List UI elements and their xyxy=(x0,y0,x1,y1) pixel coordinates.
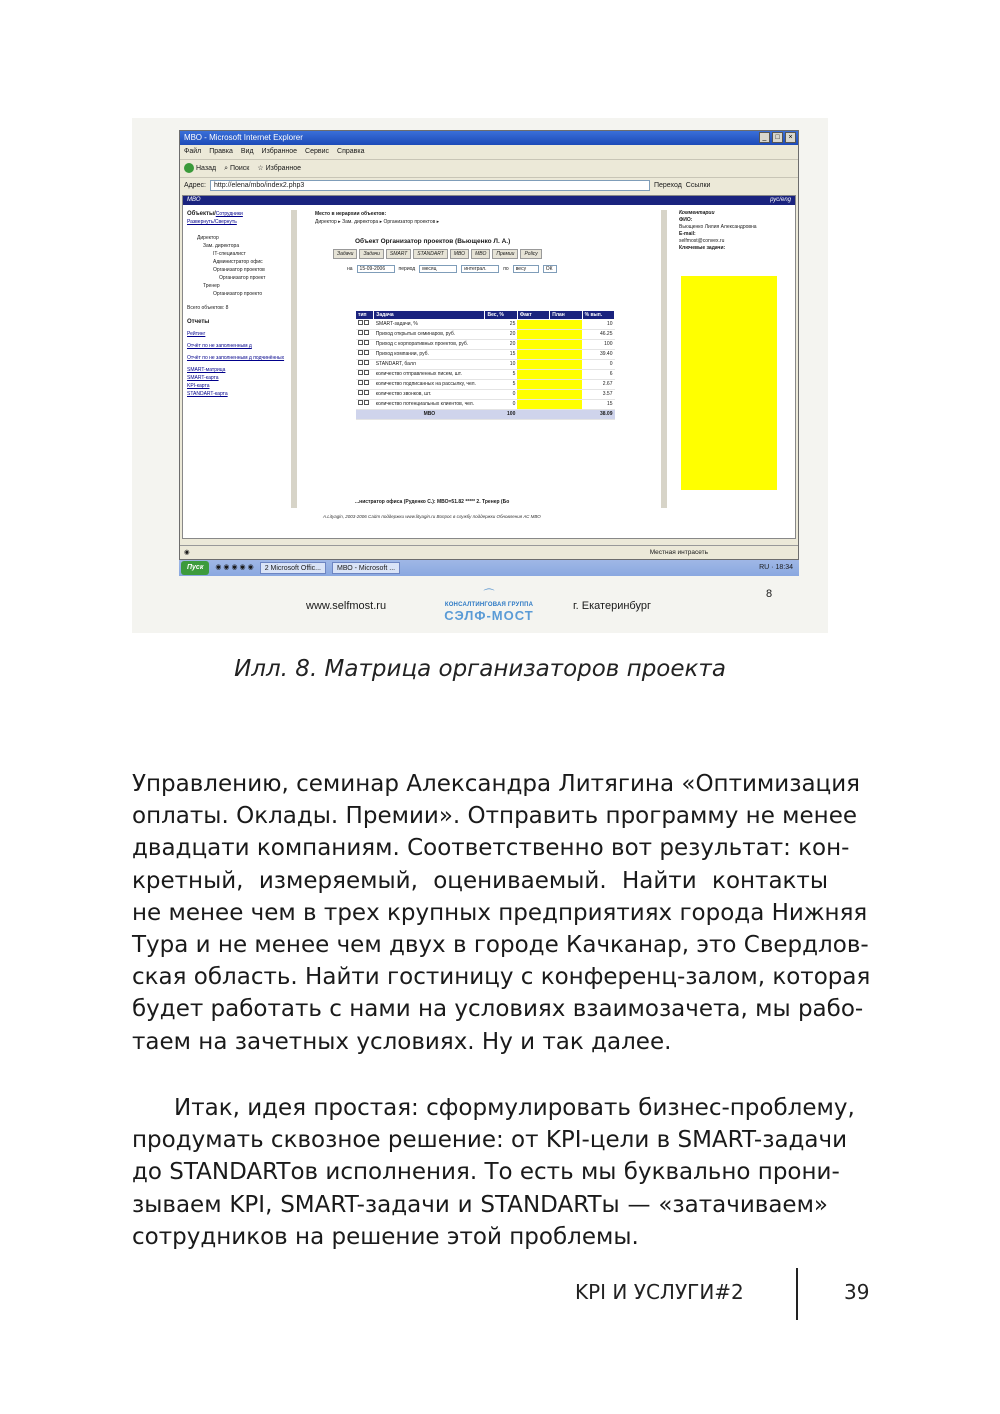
comments-panel xyxy=(675,210,793,508)
minimize-icon: _ xyxy=(759,132,770,143)
row-plan xyxy=(550,370,582,380)
paragraph-1 xyxy=(132,768,871,1058)
tab-policy: Policy xyxy=(520,249,541,259)
page-content xyxy=(182,195,796,539)
objects-total: Всего объектов: 8 xyxy=(187,305,229,311)
row-weight: 15 xyxy=(485,350,517,360)
expand-collapse-link: Развернуть/Свернуть xyxy=(187,219,237,225)
clock: 18:34 xyxy=(775,564,793,571)
col-fact: Факт xyxy=(517,311,549,320)
by-label: по xyxy=(503,266,509,272)
taskbar xyxy=(179,560,799,576)
key-tasks-label: Ключевые задачи: xyxy=(679,245,726,251)
row-weight: 0 xyxy=(485,390,517,400)
favorites-button: ☆ Избранное xyxy=(257,164,302,172)
row-task: Приход с корпоративных проектов, руб. xyxy=(374,340,485,350)
text-line: Итак, идея простая: сформулировать бизнес-проблему, xyxy=(174,1095,855,1121)
period-label: период xyxy=(398,266,416,272)
fio-value: Вьющенко Лилия Александровна xyxy=(679,224,757,230)
text-line: будет работать с нами на условиях взаимозачета, мы рабо- xyxy=(132,996,864,1023)
row-plan xyxy=(550,320,582,330)
window-title: МВО - Microsoft Internet Explorer xyxy=(184,133,303,142)
filter-row xyxy=(347,265,661,273)
object-title: Объект Организатор проектов (Вьющенко Л. А.) xyxy=(355,238,511,245)
row-plan xyxy=(550,360,582,370)
matrix-table xyxy=(355,310,615,420)
table-row xyxy=(356,360,615,370)
row-type-icon xyxy=(356,370,374,380)
row-pct: 39.40 xyxy=(582,350,614,360)
row-type-icon xyxy=(356,400,374,410)
row-plan xyxy=(550,340,582,350)
menu-bar xyxy=(180,145,798,159)
row-task: количество подписанных на рассылку, чел. xyxy=(374,380,485,390)
tray: RU · 18:34 xyxy=(759,564,793,571)
tree-item: Тренер xyxy=(203,283,220,289)
row-plan xyxy=(550,330,582,340)
related-objects: ...нистратор офиса (Руденко С.): МВО=51.82 ***** 2. Тренер (Бо xyxy=(355,499,510,505)
nav-left: МВО xyxy=(187,197,201,203)
report-link: SMART-матрица xyxy=(187,367,226,373)
row-weight: 20 xyxy=(485,330,517,340)
table-row xyxy=(356,340,615,350)
tab-smart: SMART xyxy=(386,249,411,259)
row-pct: 15 xyxy=(582,400,614,410)
tree-item: Организатор проект xyxy=(219,275,266,281)
slide-footer xyxy=(132,580,828,630)
row-weight: 25 xyxy=(485,320,517,330)
tab-tasks: Задачи xyxy=(333,249,357,259)
text-line: Тура и не менее чем двух в городе Качканар, это Свердлов- xyxy=(132,932,869,959)
status-bar xyxy=(180,545,798,559)
row-plan xyxy=(550,390,582,400)
menu-edit: Правка xyxy=(209,148,233,155)
logo-name: СЭЛФ-МОСТ xyxy=(444,608,534,623)
row-weight: 5 xyxy=(485,380,517,390)
matrix-panel xyxy=(311,210,667,508)
row-task: Приход открытых семинаров, руб. xyxy=(374,330,485,340)
address-label: Адрес: xyxy=(184,182,206,189)
text-line: кретный, измеряемый, оцениваемый. Найти контакты xyxy=(132,867,828,894)
menu-favorites: Избранное xyxy=(261,148,298,155)
row-task: количество отправленных писем, шт. xyxy=(374,370,485,380)
start-button: Пуск xyxy=(181,561,209,575)
row-fact xyxy=(517,370,549,380)
search-icon: ⌕ xyxy=(224,164,228,172)
star-icon: ☆ xyxy=(257,164,264,172)
text-line: сотрудников на решение этой проблемы. xyxy=(132,1223,639,1250)
row-pct: 10 xyxy=(582,320,614,330)
comments-header: Комментарии xyxy=(679,210,715,216)
row-weight: 20 xyxy=(485,340,517,350)
task-mbo: МВО - Microsoft ... xyxy=(332,562,400,574)
row-task: Приход компании, руб. xyxy=(374,350,485,360)
page-number: 39 xyxy=(844,1280,870,1304)
row-pct: 6 xyxy=(582,370,614,380)
address-field: http://elena/mbo/index2.php3 xyxy=(210,180,650,191)
tree-item: Директор xyxy=(197,235,219,241)
key-tasks-box xyxy=(681,276,777,490)
sum-pct: 38.09 xyxy=(582,410,614,420)
ie-icon: ◉ xyxy=(184,549,190,556)
browser-toolbar xyxy=(180,159,798,177)
reports-header: Отчеты xyxy=(187,319,210,325)
table-row xyxy=(356,400,615,410)
col-type: тип xyxy=(356,311,374,320)
row-task: STANDART, балл xyxy=(374,360,485,370)
maximize-icon: □ xyxy=(772,132,783,143)
running-head: KPI И УСЛУГИ#2 xyxy=(575,1280,744,1304)
row-task: количество потенциальных клиентов, чел. xyxy=(374,400,485,410)
table-row xyxy=(356,330,615,340)
menu-view: Вид xyxy=(240,148,254,155)
col-weight: Вес, % xyxy=(485,311,517,320)
table-sum-row xyxy=(356,410,615,420)
row-type-icon xyxy=(356,360,374,370)
tab-tasks-2: Задачи xyxy=(359,249,383,259)
report-link: STANDART-карта xyxy=(187,391,228,397)
place-label: Место в иерархии объектов: xyxy=(315,211,387,217)
table-row xyxy=(356,350,615,360)
row-pct: 2.67 xyxy=(582,380,614,390)
tab-mbo: МВО xyxy=(450,249,469,259)
paragraph-2 xyxy=(132,1092,855,1253)
col-pct: % вып. xyxy=(582,311,614,320)
employees-link: Сотрудники xyxy=(215,211,243,217)
ok-button: ОК xyxy=(543,265,557,273)
text-line: Управлению, семинар Александра Литягина «Оптимизация xyxy=(132,771,860,797)
status-zone: Местная интрасеть xyxy=(649,549,708,556)
row-type-icon xyxy=(356,350,374,360)
report-link: KPI-карта xyxy=(187,383,210,389)
footer-divider xyxy=(796,1268,798,1320)
row-pct: 0 xyxy=(582,360,614,370)
text-line: не менее чем в трех крупных предприятиях города Нижняя xyxy=(132,899,868,926)
logo-caption: КОНСАЛТИНГОВАЯ ГРУППА xyxy=(444,602,534,608)
row-type-icon xyxy=(356,320,374,330)
row-weight: 0 xyxy=(485,400,517,410)
row-fact xyxy=(517,340,549,350)
row-fact xyxy=(517,320,549,330)
email-label: E-mail: xyxy=(679,231,696,237)
back-icon xyxy=(184,163,194,173)
report-link: Отчёт по не заполненным д подчинённых xyxy=(187,355,285,361)
tab-strip xyxy=(333,249,661,259)
row-fact xyxy=(517,400,549,410)
row-weight: 10 xyxy=(485,360,517,370)
text-line: оплаты. Оклады. Премии». Отправить программу не менее xyxy=(132,803,857,830)
tab-bonus: Премии xyxy=(492,249,518,259)
links-label: Ссылки xyxy=(685,182,711,189)
close-icon: × xyxy=(785,132,796,143)
back-button: Назад xyxy=(184,160,216,178)
fio-label: ФИО: xyxy=(679,217,693,223)
date-field: 15-09-2006 xyxy=(357,265,395,273)
text-line: до STANDARTов исполнения. То есть мы буквально прони- xyxy=(132,1159,840,1186)
objects-header: Объекты/ xyxy=(187,211,216,217)
row-plan xyxy=(550,350,582,360)
report-link: Рейтинг xyxy=(187,331,206,337)
text-line: таем на зачетных условиях. Ну и так далее. xyxy=(132,1028,672,1055)
table-row xyxy=(356,380,615,390)
slide-city: г. Екатеринбург xyxy=(573,600,651,612)
go-button: Переход xyxy=(653,182,682,189)
figure-screenshot xyxy=(132,118,828,633)
row-type-icon xyxy=(356,330,374,340)
table-row xyxy=(356,370,615,380)
row-type-icon xyxy=(356,390,374,400)
figure-caption: Илл. 8. Матрица организаторов проекта xyxy=(234,656,726,682)
table-header-row xyxy=(356,311,615,320)
sum-task: МВО xyxy=(374,410,485,420)
row-fact xyxy=(517,330,549,340)
row-pct: 46.25 xyxy=(582,330,614,340)
tab-standart: STANDART xyxy=(413,249,447,259)
nav-lang: рус/eng xyxy=(770,197,791,203)
sum-weight: 100 xyxy=(485,410,517,420)
company-logo xyxy=(434,586,544,623)
by-select: весу xyxy=(513,265,539,273)
lang-indicator: RU xyxy=(759,564,770,571)
menu-tools: Сервис xyxy=(305,148,330,155)
row-type-icon xyxy=(356,380,374,390)
col-plan: План xyxy=(550,311,582,320)
row-task: SMART-задачи, % xyxy=(374,320,485,330)
task-office: 2 Microsoft Offic... xyxy=(260,562,326,574)
row-plan xyxy=(550,400,582,410)
date-label: на xyxy=(347,266,353,272)
row-fact xyxy=(517,350,549,360)
row-plan xyxy=(550,380,582,390)
breadcrumb: Директор ▸ Зам. директора ▸ Организатор проектов ▸ xyxy=(315,219,440,225)
table-row xyxy=(356,320,615,330)
report-link: SMART-карта xyxy=(187,375,219,381)
tree-item: IT-специалист xyxy=(213,251,246,257)
menu-file: Файл xyxy=(184,148,202,155)
row-weight: 5 xyxy=(485,370,517,380)
period-select: месяц xyxy=(419,265,457,273)
text-line: зываем KPI, SMART-задачи и STANDARTы — «затачиваем» xyxy=(132,1191,828,1218)
row-task: количество звонков, шт. xyxy=(374,390,485,400)
report-link: Отчёт по не заполненным д xyxy=(187,343,252,349)
browser-window xyxy=(179,130,799,560)
slide-number: 8 xyxy=(766,588,773,600)
search-button: ⌕ Поиск xyxy=(224,164,250,172)
text-line: двадцати компаниям. Соответственно вот результат: кон- xyxy=(132,835,850,862)
text-line: ская область. Найти гостиницу с конференц-залом, которая xyxy=(132,964,871,991)
site-navbar xyxy=(183,196,795,205)
menu-help: Справка xyxy=(337,148,365,155)
row-fact xyxy=(517,360,549,370)
tree-item: Организатор проекто xyxy=(213,291,263,297)
objects-panel xyxy=(187,210,297,508)
row-fact xyxy=(517,390,549,400)
row-type-icon xyxy=(356,340,374,350)
address-bar xyxy=(180,177,798,193)
tree-item: Администратор офис xyxy=(213,259,263,265)
tree-item: Организатор проектов xyxy=(213,267,265,273)
bridge-icon: ⌒ xyxy=(483,589,495,601)
tree-item: Зам. директора xyxy=(203,243,240,249)
row-pct: 3.57 xyxy=(582,390,614,400)
slide-site: www.selfmost.ru xyxy=(306,600,387,612)
quicklaunch-icons: ◉ ◉ ◉ ◉ ◉ xyxy=(215,564,254,571)
email-value: selfmost@convex.ru xyxy=(679,238,725,244)
row-fact xyxy=(517,380,549,390)
tab-mbo-2: МВО xyxy=(471,249,490,259)
site-footer: A.Lityagin, 2003-2006 Сайт поддержки www.lityagin.ru Вопрос в службу поддержки Обновления АС МВО xyxy=(323,514,541,519)
text-line: продумать сквозное решение: от KPI-цели в SMART-задачи xyxy=(132,1127,848,1154)
col-task: Задача xyxy=(374,311,485,320)
period2-select: интеграл. xyxy=(461,265,499,273)
table-row xyxy=(356,390,615,400)
window-titlebar xyxy=(180,131,798,145)
row-pct: 100 xyxy=(582,340,614,350)
